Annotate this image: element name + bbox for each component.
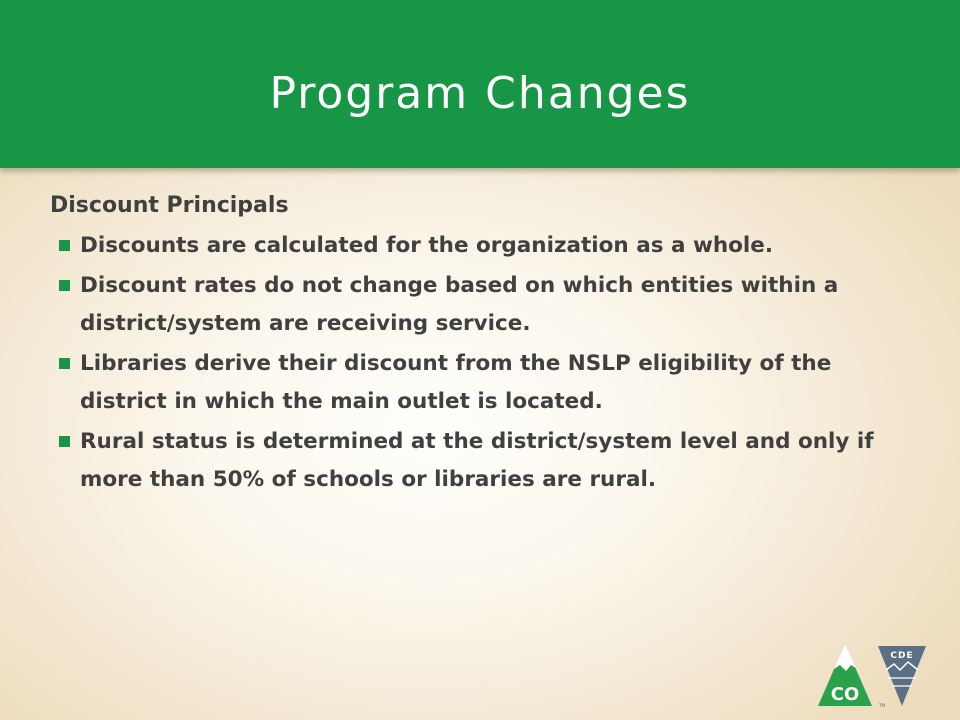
slide-body	[50, 188, 920, 501]
square-bullet-icon	[59, 280, 70, 291]
square-bullet-icon	[59, 240, 70, 251]
logo-cde-text: CDE	[890, 651, 914, 661]
slide-title: Program Changes	[269, 68, 691, 119]
bullet-text: Rural status is determined at the district/system level and only if more than 50% of schools or libraries are rural.	[80, 429, 874, 492]
bullet-list	[50, 227, 920, 499]
title-banner	[0, 0, 960, 168]
logo-tm-text: TM	[879, 703, 885, 708]
bullet-item	[50, 423, 920, 499]
square-bullet-icon	[59, 436, 70, 447]
bullet-text: Libraries derive their discount from the NSLP eligibility of the district in which the main outlet is located.	[80, 351, 832, 414]
cde-logo	[818, 640, 930, 710]
bullet-text: Discounts are calculated for the organization as a whole.	[80, 233, 774, 258]
square-bullet-icon	[59, 358, 70, 369]
bullet-text: Discount rates do not change based on which entities within a district/system are receiving service.	[80, 273, 839, 336]
bullet-item	[50, 267, 920, 343]
bullet-item	[50, 345, 920, 421]
section-heading: Discount Principals	[50, 193, 289, 218]
bullet-item	[50, 227, 920, 265]
logo-co-text: CO	[830, 684, 860, 705]
